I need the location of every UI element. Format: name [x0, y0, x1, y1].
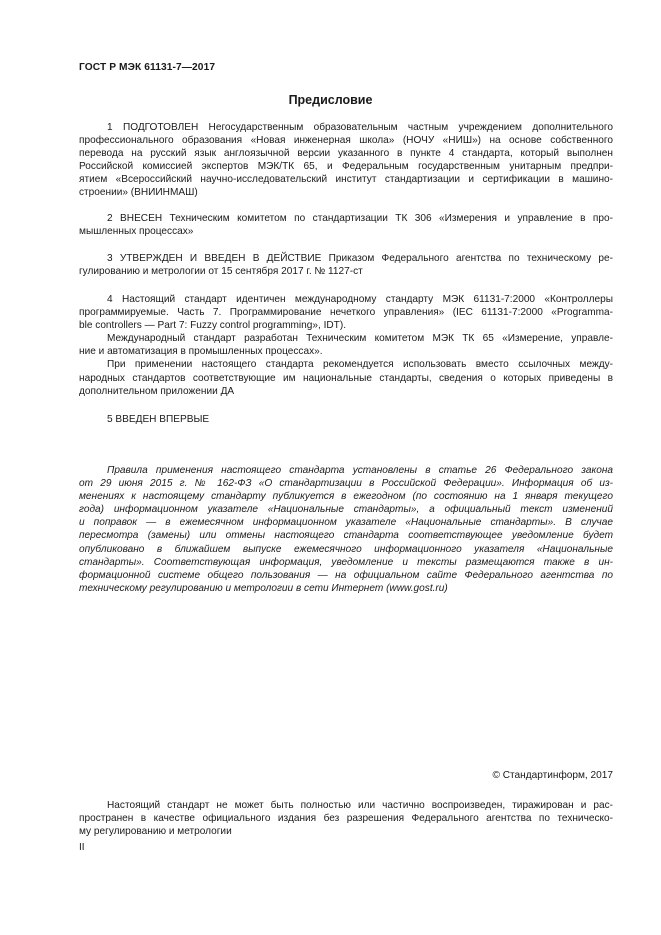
text-line: перевода на русский язык англоязычной версии указанного в пункте 4 стандарта, который выполнен [79, 148, 613, 160]
text-line: ble controllers — Part 7: Fuzzy control programming», IDT). [79, 320, 347, 332]
text-line: пересмотра (замены) или отмены настоящего стандарта соответствующее уведомление будет [79, 530, 613, 542]
text-line: 2 ВНЕСЕН Техническим комитетом по стандартизации ТК 306 «Измерения и управление в про- [107, 213, 613, 224]
text-line: года) информационном указателе «Национальные стандарты», а официальный текст изменений [79, 504, 613, 516]
text-line: мышленных процессах» [79, 226, 194, 238]
text-line: 5 ВВЕДЕН ВПЕРВЫЕ [107, 414, 210, 425]
section-2-submitted [79, 212, 613, 238]
text-line: программируемые. Часть 7. Программирование нечеткого управления» (IEC 61131-7:2000 «Programma- [79, 307, 613, 319]
section-3-approved [79, 252, 613, 278]
text-line: строении» (ВНИИНМАШ) [79, 187, 198, 199]
text-line: ние и автоматизация в промышленных процессах». [79, 346, 323, 358]
text-line: гулированию и метрологии от 15 сентября 2017 г. № 1127-ст [79, 266, 363, 278]
text-line: 1 ПОДГОТОВЛЕН Негосударственным образовательным частным учреждением дополнительного [107, 122, 613, 133]
copyright-notice: © Стандартинформ, 2017 [492, 770, 613, 781]
text-line: Настоящий стандарт не может быть полностью или частично воспроизведен, тиражирован и рас- [107, 800, 613, 811]
section-5-introduced [79, 413, 613, 426]
text-line: от 29 июня 2015 г. № 162-ФЗ «О стандартизации в Российской Федерации». Информация об из- [79, 478, 613, 490]
text-line: Российской комиссией экспертов МЭК/ТК 65, и Федеральным государственным унитарным предпри- [79, 161, 613, 173]
section-1-prepared [79, 121, 613, 200]
text-line: стандарты». Соответствующая информация, уведомление и тексты размещаются также в ин- [79, 556, 613, 568]
text-line: 3 УТВЕРЖДЕН И ВВЕДЕН В ДЕЙСТВИЕ Приказом Федерального агентства по техническому ре- [107, 253, 613, 264]
document-id-header: ГОСТ Р МЭК 61131-7—2017 [79, 62, 216, 73]
text-line: Международный стандарт разработан Техническим комитетом МЭК ТК 65 «Измерение, управле- [107, 333, 613, 345]
text-line: При применении настоящего стандарта рекомендуется использовать вместо ссылочных между- [107, 359, 613, 371]
text-line: 4 Настоящий стандарт идентичен международному стандарту МЭК 61131-7:2000 «Контроллеры [107, 294, 613, 305]
section-4-identical-standard [79, 293, 613, 398]
text-line: опубликовано в ближайшем выпуске ежемесячного информационного указателя «Национальные [79, 543, 613, 555]
text-line: дополнительном приложении ДА [79, 385, 235, 397]
text-line: профессионального образования «Новая инженерная школа» (НОЧУ «НИШ») на основе собственного [79, 135, 613, 147]
text-line: Правила применения настоящего стандарта установлены в статье 26 Федерального закона [107, 465, 613, 476]
text-line: техническому регулированию и метрологии в сети Интернет (www.gost.ru) [79, 582, 448, 594]
text-line: му регулированию и метрологии [79, 826, 232, 838]
page-number: II [79, 842, 85, 853]
text-line: народных стандартов соответствующие им национальные стандарты, сведения о которых приведены в [79, 372, 613, 384]
text-line: формационной системе общего пользования — на официальном сайте Федерального агентства по [79, 569, 613, 581]
text-line: ятием «Всероссийский научно-исследовательский институт стандартизации и сертификации в машино- [79, 174, 613, 186]
page-title: Предисловие [288, 93, 373, 107]
application-rules-notice [79, 464, 613, 595]
text-line: пространен в качестве официального издания без разрешения Федерального агентства по техническо- [79, 813, 613, 825]
text-line: менениях к настоящему стандарту публикуется в ежегодном (по состоянию на 1 января текущего [79, 491, 613, 503]
reproduction-notice [79, 799, 613, 838]
text-line: и поправок — в ежемесячном информационном указателе «Национальные стандарты». В случае [79, 517, 613, 529]
